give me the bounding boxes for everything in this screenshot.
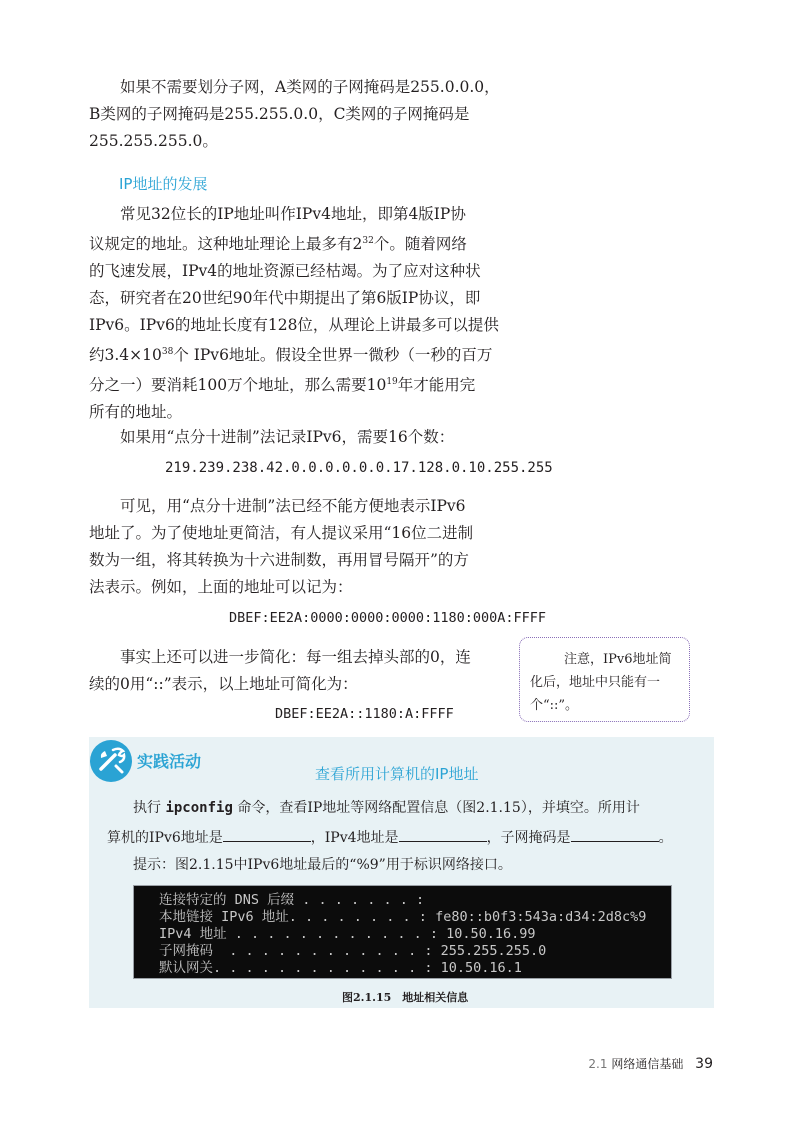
terminal-line: 默认网关. . . . . . . . . . . . . : 10.50.16.1 — [159, 960, 522, 976]
text-line: 255.255.255.0。 — [89, 132, 218, 150]
text-line: 常见32位长的IP地址叫作IPv4地址，即第4版IP协 — [120, 205, 466, 223]
text-fragment: ，子网掩码是 — [486, 830, 571, 846]
activity-instruction — [133, 797, 640, 817]
text-fragment: 执行 — [133, 800, 166, 816]
superscript: 32 — [362, 236, 374, 246]
text-line: 所有的地址。 — [89, 403, 183, 422]
hex-address: DBEF:EE2A:0000:0000:0000:1180:000A:FFFF — [229, 610, 546, 626]
activity-hint: 提示：图2.1.15中IPv6地址最后的“%9”用于标识网络接口。 — [133, 857, 512, 873]
text-line: 事实上还可以进一步简化：每一组去掉头部的0，连 — [120, 648, 471, 666]
simplify-paragraph — [89, 644, 501, 698]
dotted-address: 219.239.238.42.0.0.0.0.0.0.17.128.0.10.255.255 — [165, 460, 553, 476]
terminal-line: IPv4 地址 . . . . . . . . . . . . : 10.50.16.99 — [159, 926, 536, 942]
text-line: 态，研究者在20世纪90年代中期提出了第6版IP协议，即 — [89, 289, 481, 308]
subnet-mask-blank[interactable] — [571, 840, 659, 842]
terminal-line: 子网掩码 . . . . . . . . . . . . : 255.255.255.0 — [159, 943, 547, 959]
text-line: 法表示。例如，上面的地址可以记为： — [89, 578, 353, 596]
text-fragment: 算机的IPv6地址是 — [107, 830, 223, 846]
figure-caption: 图2.1.15 地址相关信息 — [342, 991, 469, 1004]
ipv6-blank[interactable] — [223, 840, 311, 842]
note-line: 注意，IPv6地址简 — [564, 652, 672, 667]
note-box — [519, 637, 690, 722]
text-line: 可见，用“点分十进制”法已经不能方便地表示IPv6 — [120, 497, 466, 515]
superscript: 38 — [161, 347, 174, 358]
text-fragment: 。 — [658, 830, 673, 846]
text-line — [89, 369, 501, 399]
activity-panel — [89, 737, 714, 1008]
hex-paragraph — [89, 493, 501, 601]
activity-title: 实践活动 — [137, 752, 202, 771]
tools-icon — [89, 739, 133, 783]
terminal-screenshot — [133, 885, 672, 979]
terminal-line: 连接特定的 DNS 后缀 . . . . . . . : — [159, 892, 425, 908]
activity-subtitle: 查看所用计算机的IP地址 — [315, 765, 479, 783]
page-footer — [588, 1055, 713, 1072]
superscript: 19 — [386, 377, 398, 388]
text-line: B类网的子网掩码是255.255.0.0，C类网的子网掩码是 — [89, 105, 470, 123]
note-line: 化后，地址中只能有一 — [530, 675, 661, 690]
command-text: ipconfig — [165, 800, 233, 816]
dotted-intro — [89, 424, 501, 451]
text-line: 如果用“点分十进制”法记录IPv6，需要16个数： — [120, 428, 455, 446]
text-fragment: ，IPv4地址是 — [310, 830, 399, 846]
intro-paragraph — [89, 74, 501, 155]
activity-fill-line — [107, 827, 673, 847]
text-fragment: 个。随着网络 — [373, 235, 467, 254]
text-fragment: 约3.4×10 — [89, 346, 162, 365]
text-line: 续的0用“::”表示，以上地址可简化为： — [89, 675, 358, 693]
footer-section: 2.1 — [588, 1057, 608, 1071]
text-line: 如果不需要划分子网，A类网的子网掩码是255.0.0.0， — [120, 78, 500, 96]
short-address: DBEF:EE2A::1180:A:FFFF — [275, 706, 454, 722]
text-line — [89, 228, 501, 258]
ipv6-paragraph — [89, 201, 501, 426]
text-line: 的飞速发展，IPv4的地址资源已经枯竭。为了应对这种状 — [89, 262, 481, 281]
text-fragment: 年才能用完 — [397, 376, 476, 395]
text-line — [89, 339, 501, 369]
text-fragment: 议规定的地址。这种地址理论上最多有2 — [89, 235, 363, 254]
text-line: 数为一组，将其转换为十六进制数，再用冒号隔开”的方 — [89, 551, 469, 569]
page-number: 39 — [695, 1056, 713, 1072]
ipv4-blank[interactable] — [399, 840, 487, 842]
text-line: IPv6。IPv6的地址长度有128位，从理论上讲最多可以提供 — [89, 316, 499, 335]
footer-title: 网络通信基础 — [611, 1057, 684, 1071]
text-line: 地址了。为了使地址更简洁，有人提议采用“16位二进制 — [89, 524, 474, 542]
text-fragment: 个 IPv6地址。假设全世界一微秒（一秒的百万 — [173, 346, 493, 365]
text-fragment: 分之一）要消耗100万个地址，那么需要10 — [89, 376, 387, 395]
section-heading: IP地址的发展 — [119, 175, 208, 193]
text-fragment: 命令，查看IP地址等网络配置信息（图2.1.15），并填空。所用计 — [232, 800, 640, 816]
note-line: 个“::”。 — [530, 698, 579, 713]
terminal-line: 本地链接 IPv6 地址. . . . . . . . : fe80::b0f3:543a:d34:2d8c%9 — [159, 909, 647, 925]
